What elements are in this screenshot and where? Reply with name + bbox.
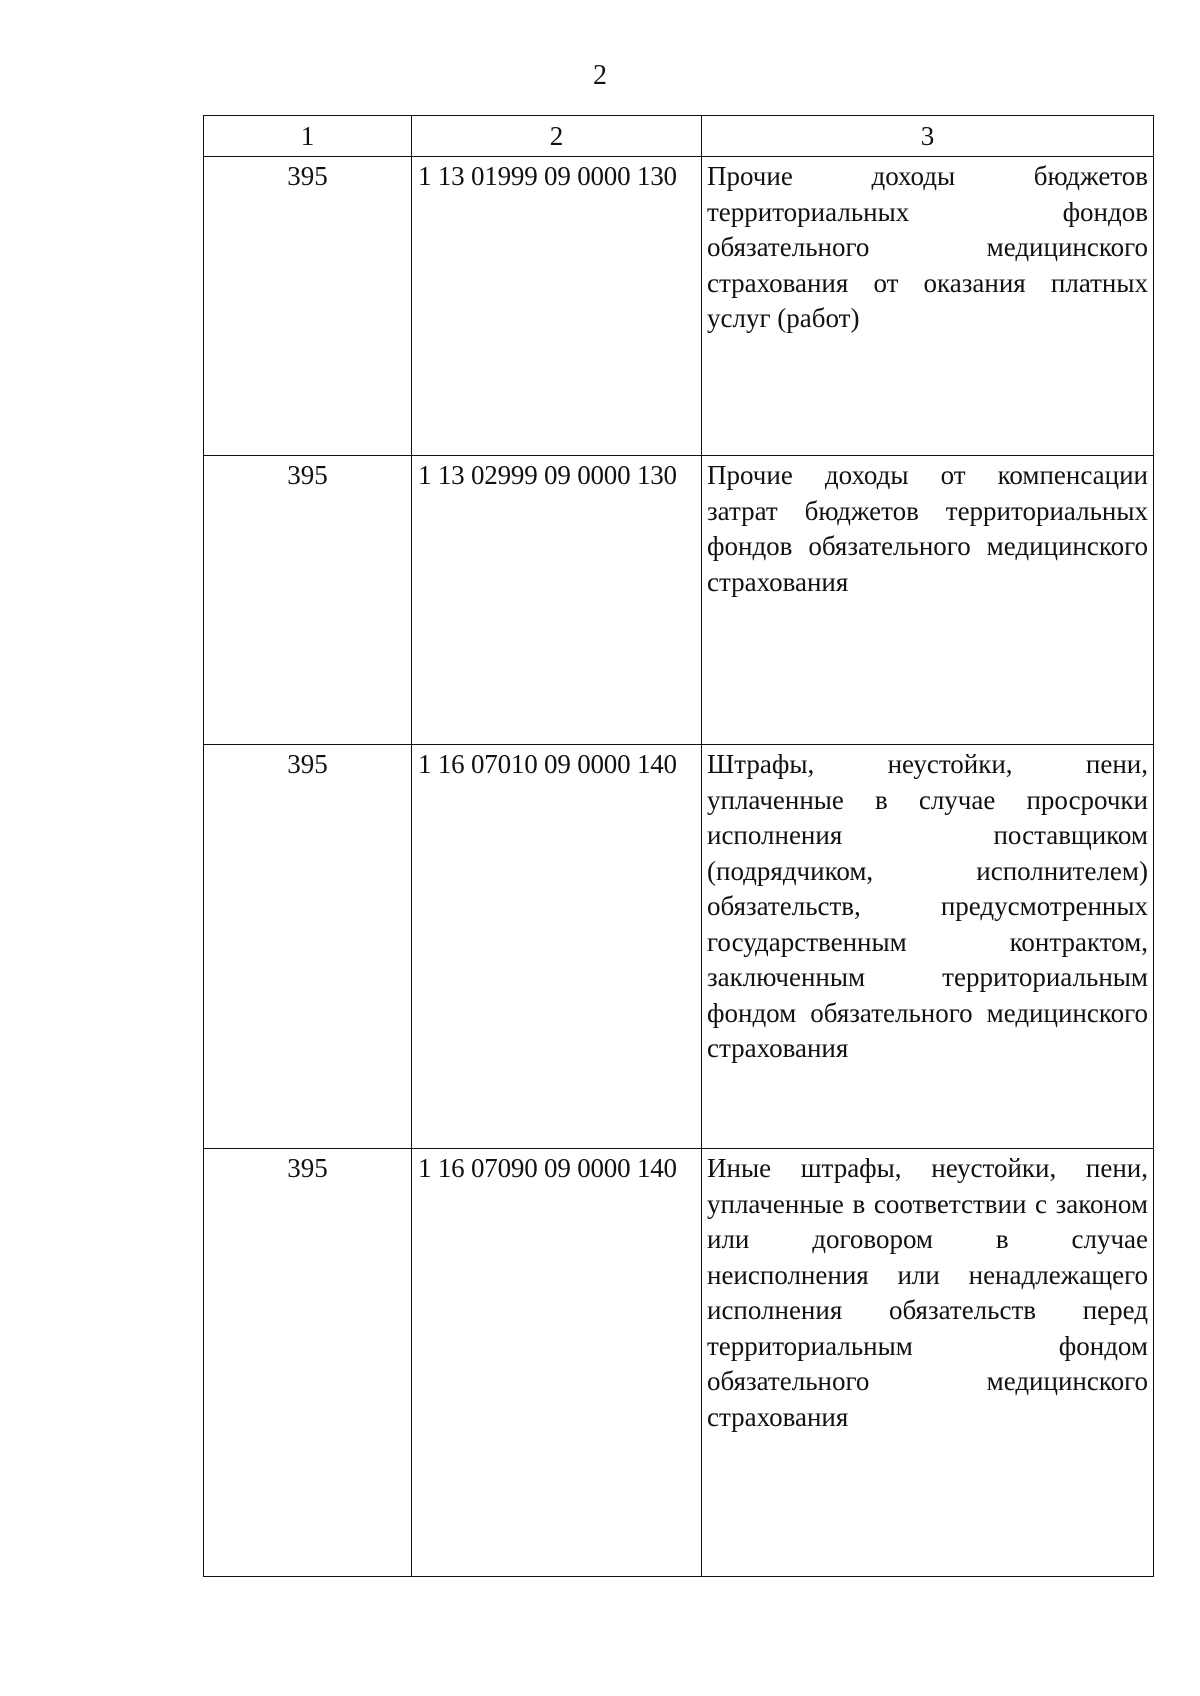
kbk-code-cell: 1 16 07010 09 0000 140 bbox=[412, 745, 702, 1149]
kbk-code-cell: 1 13 02999 09 0000 130 bbox=[412, 456, 702, 745]
kbk-code-cell: 1 13 01999 09 0000 130 bbox=[412, 157, 702, 456]
admin-code-cell: 395 bbox=[204, 456, 412, 745]
admin-code-cell: 395 bbox=[204, 1149, 412, 1577]
description-cell: Прочие доходы от компенсации затрат бюджетов территориальных фондов обязательного медицинского страхования bbox=[702, 456, 1154, 745]
admin-code-cell: 395 bbox=[204, 157, 412, 456]
table-header bbox=[204, 116, 1154, 157]
admin-code-cell: 395 bbox=[204, 745, 412, 1149]
header-row bbox=[204, 116, 1154, 157]
page-number: 2 bbox=[593, 60, 607, 91]
kbk-code-cell: 1 16 07090 09 0000 140 bbox=[412, 1149, 702, 1577]
column-header-3: 3 bbox=[702, 116, 1154, 157]
description-cell: Иные штрафы, неустойки, пени, уплаченные в соответствии с законом или договором в случае неисполнения или ненадлежащего исполнения обязательств перед территориальным фондом обязательного медицинского страхования bbox=[702, 1149, 1154, 1577]
table-row bbox=[204, 157, 1154, 456]
table-row bbox=[204, 1149, 1154, 1577]
table-row bbox=[204, 456, 1154, 745]
table-body bbox=[204, 157, 1154, 1577]
column-header-2: 2 bbox=[412, 116, 702, 157]
column-header-1: 1 bbox=[204, 116, 412, 157]
income-codes-table bbox=[203, 115, 1154, 1577]
description-cell: Штрафы, неустойки, пени, уплаченные в случае просрочки исполнения поставщиком (подрядчиком, исполнителем) обязательств, предусмотренных государственным контрактом, заключенным территориальным фондом обязательного медицинского страхования bbox=[702, 745, 1154, 1149]
description-cell: Прочие доходы бюджетов территориальных фондов обязательного медицинского страхования от оказания платных услуг (работ) bbox=[702, 157, 1154, 456]
table-row bbox=[204, 745, 1154, 1149]
